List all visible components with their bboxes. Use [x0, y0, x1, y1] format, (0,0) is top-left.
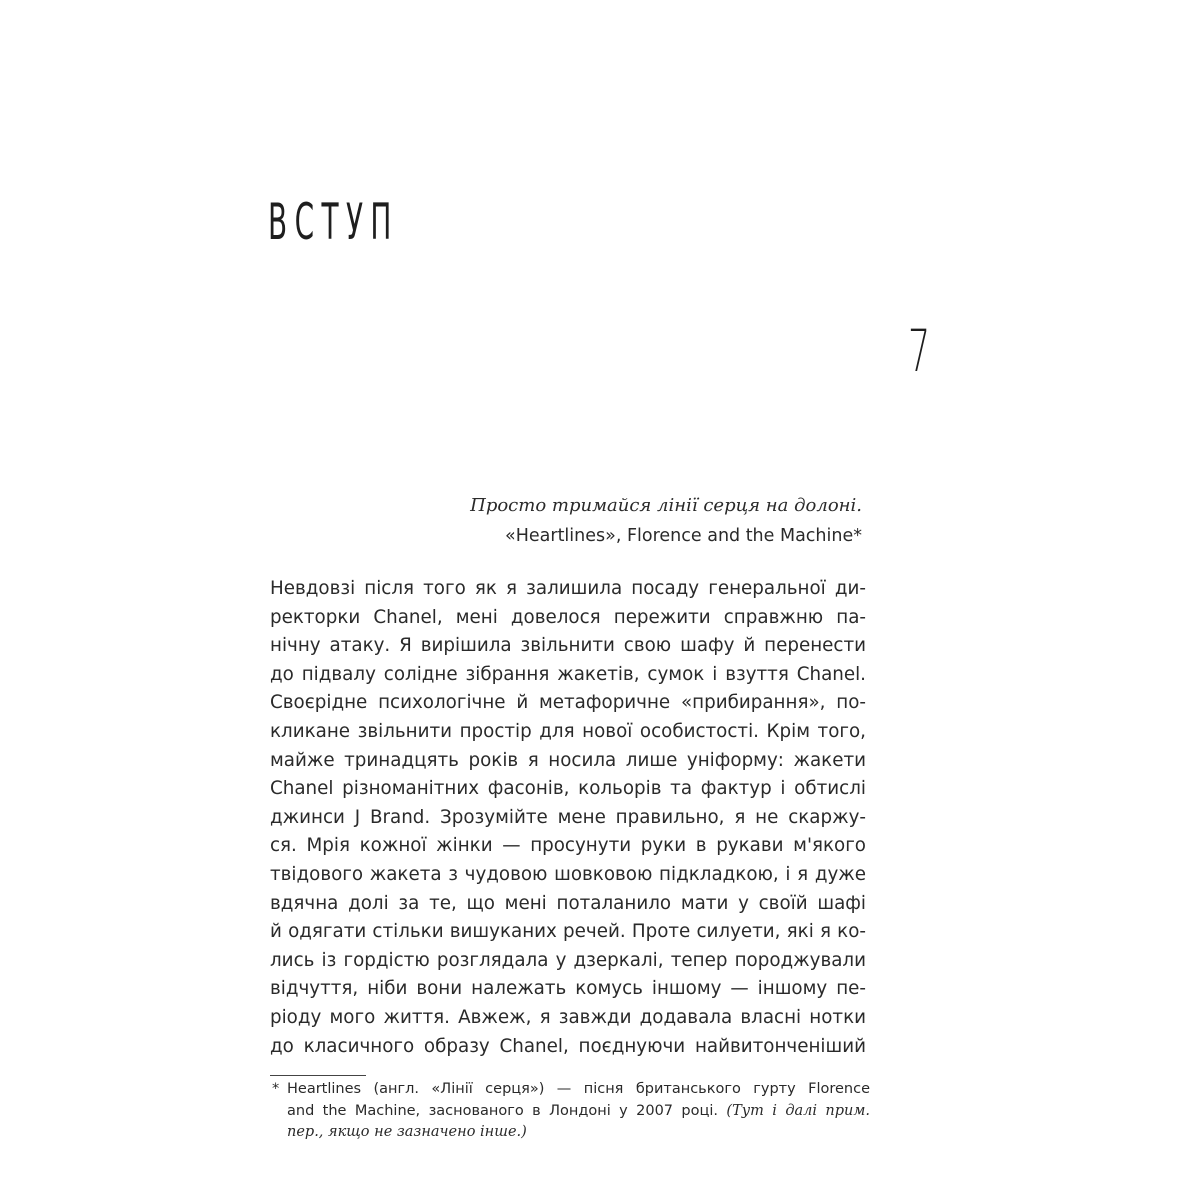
body-line: відчуття, ніби вони належать комусь іншому — іншому пе-: [270, 978, 866, 1000]
body-paragraph: [270, 575, 866, 1061]
footnote-body: [287, 1079, 870, 1144]
body-line: твідового жакета з чудовою шовковою підкладкою, і я дуже: [270, 863, 866, 885]
body-line: ректорки Chanel, мені довелося пережити справжню па-: [270, 606, 866, 628]
body-line: Chanel різноманітних фасонів, кольорів та фактур і обтислі: [270, 778, 866, 800]
body-line: вдячна долі за те, що мені поталанило мати у своїй шафі: [270, 892, 866, 914]
footnote-translator-note: (Тут і далі прим.: [726, 1102, 871, 1119]
body-line: й одягати стільки вишуканих речей. Проте силуети, які я ко-: [270, 921, 866, 943]
page-number: 7: [908, 317, 931, 385]
footnote-line: Heartlines (англ. «Лінії серця») — пісня британського гурту Florence: [287, 1081, 870, 1097]
body-line: нічну атаку. Я вирішила звільнити свою шафу й перенести: [270, 635, 866, 657]
body-line: майже тринадцять років я носила лише уніформу: жакети: [270, 749, 866, 771]
body-line: до підвалу солідне зібрання жакетів, сумок і взуття Chanel.: [270, 663, 866, 685]
footnote-line: [287, 1101, 870, 1123]
footnote-translator-note: пер., якщо не зазначено інше.): [287, 1124, 527, 1140]
body-line: ріоду мого життя. Авжеж, я завжди додавала власні нотки: [270, 1006, 866, 1028]
body-line: кликане звільнити простір для нової особистості. Крім того,: [270, 720, 866, 742]
footnote-marker: *: [272, 1081, 280, 1097]
footnote-divider: [270, 1075, 366, 1076]
epigraph-quote: Просто тримайся лінії серця на долоні.: [470, 495, 862, 516]
body-line: Невдовзі після того як я залишила посаду генеральної ди-: [270, 578, 866, 599]
footnote: [270, 1079, 870, 1144]
body-line: ся. Мрія кожної жінки — просунути руки в рукави м'якого: [270, 835, 866, 857]
epigraph-attribution: «Heartlines», Florence and the Machine*: [505, 526, 862, 546]
body-line: Своєрідне психологічне й метафоричне «прибирання», по-: [270, 692, 866, 714]
body-line: до класичного образу Chanel, поєднуючи найвитонченіший: [270, 1035, 866, 1057]
body-line: лись із гордістю розглядала у дзеркалі, тепер породжували: [270, 949, 866, 971]
footnote-text: and the Machine, заснованого в Лондоні у 2007 році.: [287, 1102, 727, 1119]
chapter-title: ВСТУП: [268, 193, 399, 251]
body-line: джинси J Brand. Зрозумійте мене правильно, я не скаржу-: [270, 806, 866, 828]
epigraph: [470, 491, 862, 551]
